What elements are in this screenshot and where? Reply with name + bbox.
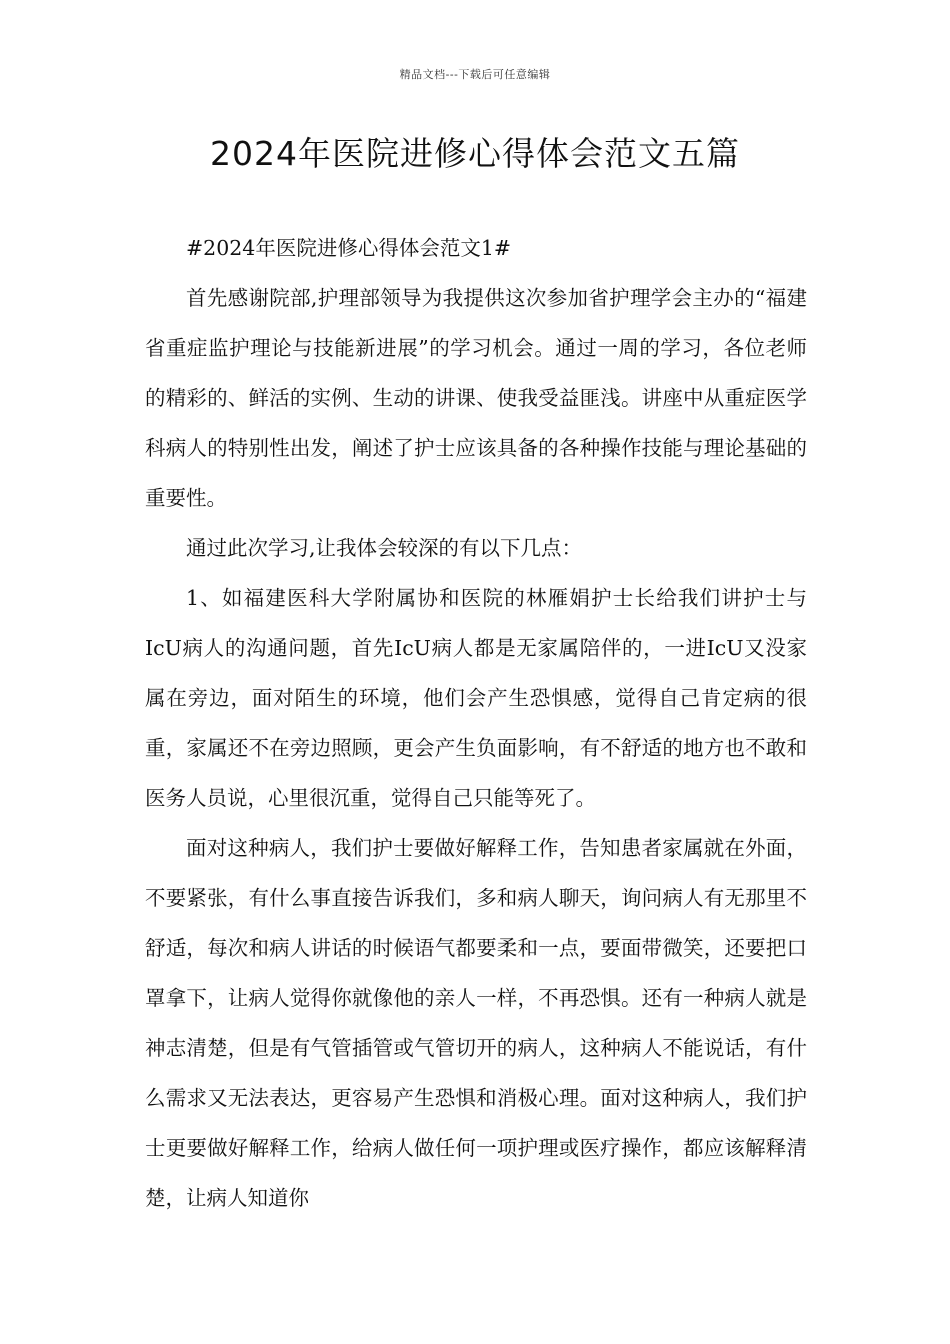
paragraph: 1、如福建医科大学附属协和医院的林雁娟护士长给我们讲护士与IcU病人的沟通问题，首先IcU病人都是无家属陪伴的，一进IcU又没家属在旁边，面对陌生的环境，他们会产生恐惧感，觉得自己肯定病的很重，家属还不在旁边照顾，更会产生负面影响，有不舒适的地方也不敢和医务人员说，心里很沉重，觉得自己只能等死了。 — [145, 586, 807, 810]
paragraph: 通过此次学习,让我体会较深的有以下几点： — [186, 536, 583, 560]
document-body — [145, 223, 807, 1223]
header-note: 精品文档---下载后可任意编辑 — [399, 68, 551, 81]
paragraph: 面对这种病人，我们护士要做好解释工作，告知患者家属就在外面，不要紧张，有什么事直接告诉我们，多和病人聊天，询问病人有无那里不舒适，每次和病人讲话的时候语气都要柔和一点，要面带微笑，还要把口罩拿下，让病人觉得你就像他的亲人一样，不再恐惧。还有一种病人就是神志清楚，但是有气管插管或气管切开的病人，这种病人不能说话，有什么需求又无法表达，更容易产生恐惧和消极心理。面对这种病人，我们护士更要做好解释工作，给病人做任何一项护理或医疗操作，都应该解释清楚，让病人知道你 — [145, 836, 807, 1210]
document-title: 2024年医院进修心得体会范文五篇 — [210, 134, 740, 173]
paragraph: 首先感谢院部,护理部领导为我提供这次参加省护理学会主办的“福建省重症监护理论与技能新进展”的学习机会。通过一周的学习，各位老师的精彩的、鲜活的实例、生动的讲课、使我受益匪浅。讲座中从重症医学科病人的特别性出发，阐述了护士应该具备的各种操作技能与理论基础的重要性。 — [145, 286, 807, 510]
section-heading: #2024年医院进修心得体会范文1# — [186, 236, 512, 260]
